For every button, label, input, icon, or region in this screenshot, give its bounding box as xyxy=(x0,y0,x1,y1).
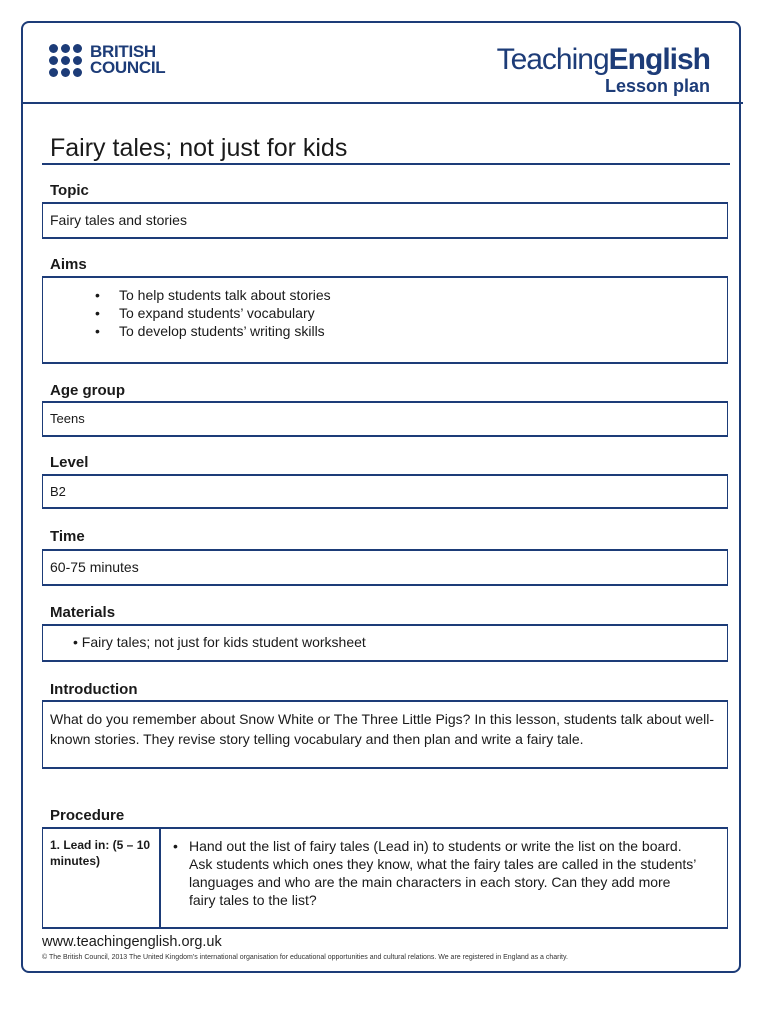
procedure-text: Hand out the list of fairy tales (Lead in) to students or write the list on the board. Ask students which ones they know, what the fairy tales are called in the students’ languages and who are the main characters in each story. Can they add more fairy tales to the list? xyxy=(189,838,696,908)
level-value: B2 xyxy=(50,484,66,499)
time-value: 60-75 minutes xyxy=(50,559,139,575)
procedure-label: Procedure xyxy=(50,807,125,824)
procedure-stage: 1. Lead in: (5 – 10 minutes) xyxy=(50,838,151,868)
footer-url[interactable]: www.teachingenglish.org.uk xyxy=(42,934,222,950)
title-divider xyxy=(42,163,730,165)
procedure-table xyxy=(42,827,728,929)
time-box xyxy=(42,549,728,586)
british-council-logo xyxy=(49,44,179,80)
level-label: Level xyxy=(50,454,89,471)
british-council-line2: COUNCIL xyxy=(90,58,166,77)
materials-value: • Fairy tales; not just for kids student worksheet xyxy=(73,634,366,650)
procedure-bullet: • xyxy=(173,838,178,854)
age-group-label: Age group xyxy=(50,382,125,399)
teaching-english-logo xyxy=(497,44,710,96)
time-label: Time xyxy=(50,528,85,545)
aims-box xyxy=(42,276,728,364)
age-group-value: Teens xyxy=(50,411,85,426)
page-title: Fairy tales; not just for kids xyxy=(50,134,348,162)
materials-label: Materials xyxy=(50,604,116,621)
level-box xyxy=(42,474,728,509)
footer-copyright: © The British Council, 2013 The United Kingdom’s international organisation for educational opportunities and cultural relations. We are registered in England as a charity. xyxy=(42,954,568,961)
materials-box xyxy=(42,624,728,662)
introduction-value: What do you remember about Snow White or The Three Little Pigs? In this lesson, students talk about well-known stories. They revise story telling vocabulary and then plan and write a fairy tale. xyxy=(50,711,715,747)
topic-value: Fairy tales and stories xyxy=(50,212,187,228)
teaching-word: Teaching xyxy=(496,43,609,76)
procedure-column-divider xyxy=(159,829,161,927)
british-council-wordmark xyxy=(90,44,165,76)
aims-list xyxy=(95,286,331,340)
aim-item: • To expand students’ vocabulary xyxy=(95,304,331,322)
aim-item: • To develop students’ writing skills xyxy=(95,322,331,340)
lesson-plan-label: Lesson plan xyxy=(604,76,710,96)
british-council-dots-icon xyxy=(49,44,83,78)
aim-item: • To help students talk about stories xyxy=(95,286,331,304)
introduction-box xyxy=(42,700,728,769)
british-council-line1: BRITISH xyxy=(90,42,156,61)
age-group-box xyxy=(42,401,728,437)
aims-label: Aims xyxy=(50,256,87,273)
introduction-label: Introduction xyxy=(50,681,138,698)
topic-label: Topic xyxy=(50,182,89,199)
topic-box xyxy=(42,202,728,239)
english-word: English xyxy=(608,43,710,76)
header-divider xyxy=(21,102,743,104)
